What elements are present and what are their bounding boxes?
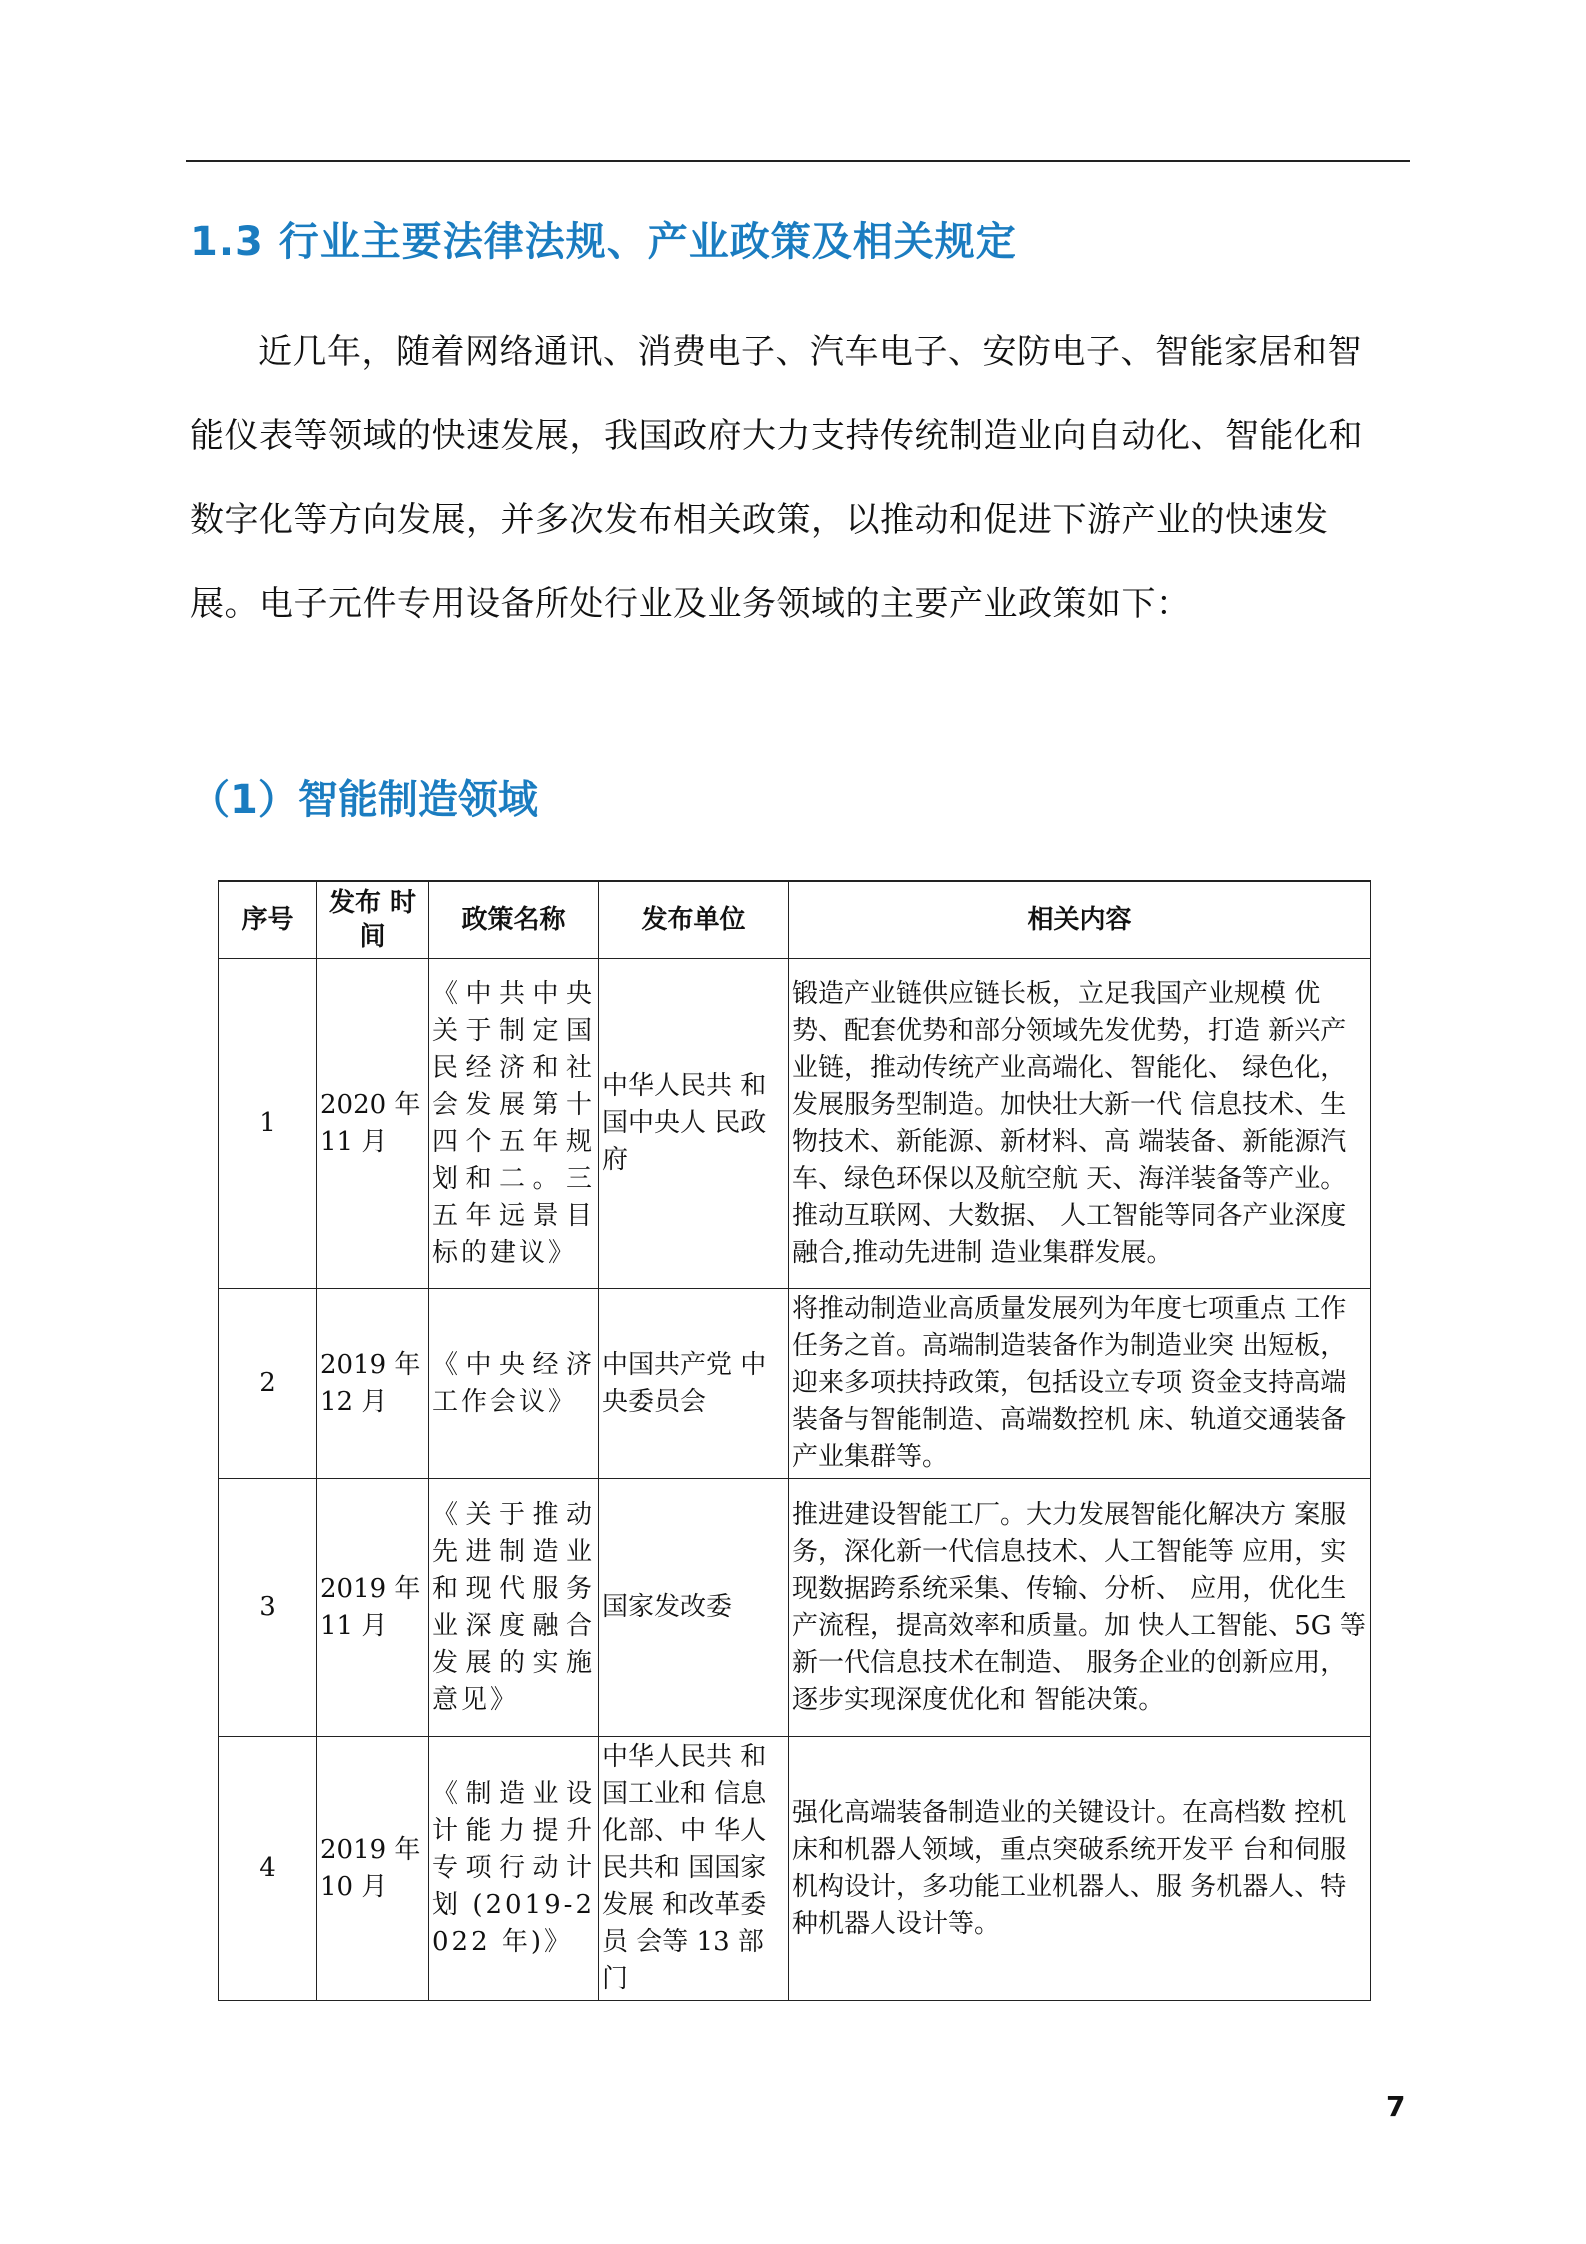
row-number: 2: [219, 1289, 317, 1479]
row-date: 2019 年 12 月: [317, 1289, 429, 1479]
row-policy-name: 《制造业设计能力提升专项行动计划 (2019-2022 年)》: [429, 1737, 599, 2001]
row-issuer: 国家发改委: [599, 1479, 789, 1737]
header-name: 政策名称: [429, 881, 599, 959]
row-policy-name: 《关于推动先进制造业和现代服务业深度融合发展的实施意见》: [429, 1479, 599, 1737]
row-number: 4: [219, 1737, 317, 2001]
header-content: 相关内容: [789, 881, 1371, 959]
intro-paragraph: 近几年，随着网络通讯、消费电子、汽车电子、安防电子、智能家居和智能仪表等领域的快速发展，我国政府大力支持传统制造业向自动化、智能化和数字化等方向发展，并多次发布相关政策，以推动和促进下游产业的快速发展。电子元件专用设备所处行业及业务领域的主要产业政策如下：: [190, 332, 1363, 624]
row-date: 2019 年 10 月: [317, 1737, 429, 2001]
table-row: [219, 1289, 1371, 1479]
table-row: [219, 1737, 1371, 2001]
row-content: 强化高端装备制造业的关键设计。在高档数 控机床和机器人领域，重点突破系统开发平 台和伺服机构设计，多功能工业机器人、服 务机器人、特种机器人设计等。: [789, 1737, 1371, 2001]
table-row: [219, 959, 1371, 1289]
row-content: 将推动制造业高质量发展列为年度七项重点 工作任务之首。高端制造装备作为制造业突 出短板，迎来多项扶持政策，包括设立专项 资金支持高端装备与智能制造、高端数控机 床、轨道交通装备产业集群等。: [789, 1289, 1371, 1479]
row-issuer: 中华人民共 和国中央人 民政府: [599, 959, 789, 1289]
table-header-row: [219, 881, 1371, 959]
policy-table: [218, 880, 1371, 2001]
row-date: 2020 年 11 月: [317, 959, 429, 1289]
header-no: 序号: [219, 881, 317, 959]
row-issuer: 中华人民共 和国工业和 信息化部、中 华人民共和 国国家发展 和改革委员 会等 13 部门: [599, 1737, 789, 2001]
row-content: 锻造产业链供应链长板，立足我国产业规模 优势、配套优势和部分领域先发优势，打造 新兴产业链，推动传统产业高端化、智能化、 绿色化，发展服务型制造。加快壮大新一代 信息技术、生物技术、新能源、新材料、高 端装备、新能源汽车、绿色环保以及航空航 天、海洋装备等产业。推动互联网、大数据、 人工智能等同各产业深度融合,推动先进制 造业集群发展。: [789, 959, 1371, 1289]
intro-paragraph-block: [190, 310, 1390, 646]
subsection-title: （1）智能制造领域: [190, 777, 538, 823]
row-issuer: 中国共产党 中央委员会: [599, 1289, 789, 1479]
row-policy-name: 《中央经济工作会议》: [429, 1289, 599, 1479]
row-content: 推进建设智能工厂。大力发展智能化解决方 案服务，深化新一代信息技术、人工智能等 应用，实现数据跨系统采集、传输、分析、 应用，优化生产流程，提高效率和质量。加 快人工智能、5G 等新一代信息技术在制造、 服务企业的创新应用，逐步实现深度优化和 智能决策。: [789, 1479, 1371, 1737]
row-number: 1: [219, 959, 317, 1289]
page-number: 7: [1386, 2090, 1406, 2123]
row-date: 2019 年 11 月: [317, 1479, 429, 1737]
row-number: 3: [219, 1479, 317, 1737]
header-unit: 发布单位: [599, 881, 789, 959]
header-rule: [186, 160, 1410, 162]
table-row: [219, 1479, 1371, 1737]
row-policy-name: 《中共中央关于制定国民经济和社会发展第十四个五年规划和二。三五年远景目标的建议》: [429, 959, 599, 1289]
section-title: 1.3 行业主要法律法规、产业政策及相关规定: [190, 219, 1017, 265]
header-date: 发布 时间: [317, 881, 429, 959]
